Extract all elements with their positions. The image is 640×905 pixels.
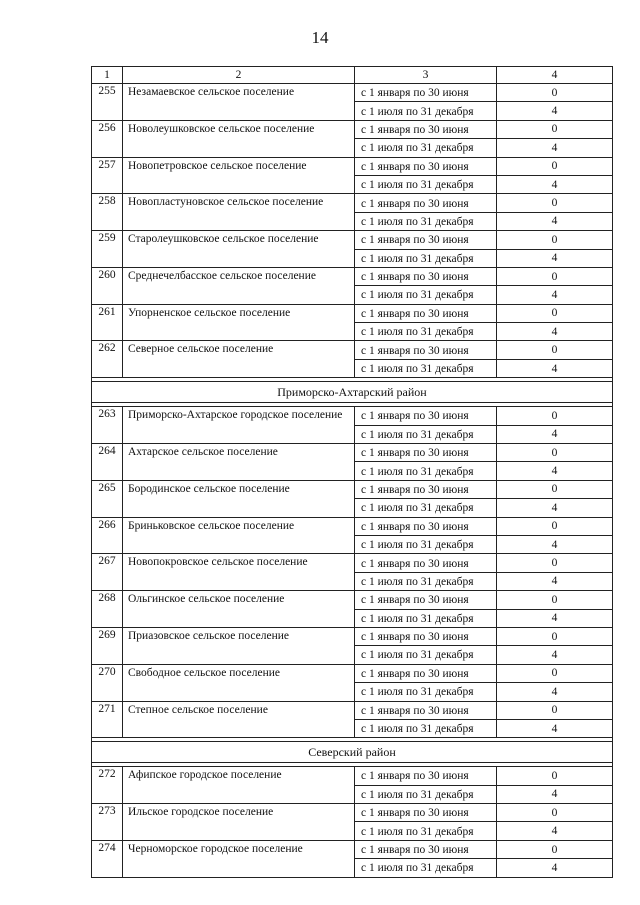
settlement-name: Новолеушковское сельское поселение <box>123 120 355 157</box>
page-number: 14 <box>311 28 329 47</box>
period-cell: с 1 июля по 31 декабря <box>355 719 497 737</box>
period-cell: с 1 января по 30 июня <box>355 701 497 719</box>
period-cell: с 1 января по 30 июня <box>355 341 497 359</box>
column-header: 1 <box>92 67 123 84</box>
period-cell: с 1 января по 30 июня <box>355 120 497 138</box>
period-cell: с 1 июля по 31 декабря <box>355 102 497 120</box>
row-number: 257 <box>92 157 123 194</box>
settlement-name: Ильское городское поселение <box>123 804 355 841</box>
value-cell: 0 <box>497 840 613 858</box>
column-header: 2 <box>123 67 355 84</box>
settlement-name: Ольгинское сельское поселение <box>123 591 355 628</box>
table-row <box>92 407 613 425</box>
value-cell: 4 <box>497 102 613 120</box>
settlement-name: Новопокровское сельское поселение <box>123 554 355 591</box>
table-row <box>92 480 613 498</box>
value-cell: 4 <box>497 535 613 553</box>
value-cell: 0 <box>497 664 613 682</box>
value-cell: 4 <box>497 175 613 193</box>
period-cell: с 1 января по 30 июня <box>355 840 497 858</box>
table-row <box>92 554 613 572</box>
row-number: 273 <box>92 804 123 841</box>
table-row <box>92 664 613 682</box>
region-name: Северский район <box>92 742 613 763</box>
value-cell: 0 <box>497 480 613 498</box>
row-number: 267 <box>92 554 123 591</box>
row-number: 269 <box>92 627 123 664</box>
row-number: 260 <box>92 267 123 304</box>
value-cell: 0 <box>497 517 613 535</box>
period-cell: с 1 июля по 31 декабря <box>355 572 497 590</box>
settlement-name: Приморско-Ахтарское городское поселение <box>123 407 355 444</box>
row-number: 258 <box>92 194 123 231</box>
period-cell: с 1 января по 30 июня <box>355 517 497 535</box>
table-row <box>92 517 613 535</box>
value-cell: 4 <box>497 425 613 443</box>
table-row <box>92 840 613 858</box>
region-row <box>92 382 613 403</box>
period-cell: с 1 января по 30 июня <box>355 304 497 322</box>
value-cell: 4 <box>497 462 613 480</box>
value-cell: 0 <box>497 120 613 138</box>
period-cell: с 1 января по 30 июня <box>355 157 497 175</box>
settlement-name: Бородинское сельское поселение <box>123 480 355 517</box>
period-cell: с 1 января по 30 июня <box>355 480 497 498</box>
value-cell: 0 <box>497 304 613 322</box>
row-number: 255 <box>92 84 123 121</box>
table-row <box>92 701 613 719</box>
value-cell: 4 <box>497 822 613 840</box>
period-cell: с 1 июля по 31 декабря <box>355 139 497 157</box>
value-cell: 4 <box>497 785 613 803</box>
value-cell: 0 <box>497 701 613 719</box>
period-cell: с 1 января по 30 июня <box>355 591 497 609</box>
row-number: 262 <box>92 341 123 378</box>
period-cell: с 1 июля по 31 декабря <box>355 646 497 664</box>
table-row <box>92 591 613 609</box>
value-cell: 0 <box>497 554 613 572</box>
period-cell: с 1 июля по 31 декабря <box>355 212 497 230</box>
row-number: 263 <box>92 407 123 444</box>
value-cell: 0 <box>497 444 613 462</box>
table-row <box>92 120 613 138</box>
row-number: 264 <box>92 444 123 481</box>
settlement-name: Черноморское городское поселение <box>123 840 355 877</box>
settlement-name: Незамаевское сельское поселение <box>123 84 355 121</box>
row-number: 274 <box>92 840 123 877</box>
table-row <box>92 157 613 175</box>
table-row <box>92 267 613 285</box>
settlement-name: Приазовское сельское поселение <box>123 627 355 664</box>
settlement-name: Среднечелбасское сельское поселение <box>123 267 355 304</box>
row-number: 271 <box>92 701 123 738</box>
row-number: 265 <box>92 480 123 517</box>
row-number: 256 <box>92 120 123 157</box>
table-body <box>92 67 613 878</box>
table-row <box>92 804 613 822</box>
table-row <box>92 194 613 212</box>
table-row <box>92 444 613 462</box>
value-cell: 0 <box>497 267 613 285</box>
table-row <box>92 767 613 785</box>
row-number: 268 <box>92 591 123 628</box>
period-cell: с 1 июля по 31 декабря <box>355 535 497 553</box>
period-cell: с 1 июля по 31 декабря <box>355 785 497 803</box>
period-cell: с 1 января по 30 июня <box>355 267 497 285</box>
period-cell: с 1 января по 30 июня <box>355 444 497 462</box>
period-cell: с 1 января по 30 июня <box>355 194 497 212</box>
settlement-name: Афипское городское поселение <box>123 767 355 804</box>
period-cell: с 1 июля по 31 декабря <box>355 323 497 341</box>
table-row <box>92 231 613 249</box>
period-cell: с 1 июля по 31 декабря <box>355 683 497 701</box>
value-cell: 0 <box>497 231 613 249</box>
table-row <box>92 84 613 102</box>
value-cell: 0 <box>497 627 613 645</box>
settlement-name: Северное сельское поселение <box>123 341 355 378</box>
row-number: 266 <box>92 517 123 554</box>
value-cell: 0 <box>497 407 613 425</box>
period-cell: с 1 июля по 31 декабря <box>355 859 497 877</box>
column-header: 4 <box>497 67 613 84</box>
period-cell: с 1 января по 30 июня <box>355 407 497 425</box>
value-cell: 4 <box>497 323 613 341</box>
period-cell: с 1 января по 30 июня <box>355 84 497 102</box>
value-cell: 0 <box>497 157 613 175</box>
period-cell: с 1 июля по 31 декабря <box>355 425 497 443</box>
value-cell: 0 <box>497 341 613 359</box>
table-row <box>92 304 613 322</box>
settlement-name: Свободное сельское поселение <box>123 664 355 701</box>
value-cell: 0 <box>497 591 613 609</box>
value-cell: 4 <box>497 859 613 877</box>
value-cell: 4 <box>497 499 613 517</box>
column-header: 3 <box>355 67 497 84</box>
value-cell: 4 <box>497 286 613 304</box>
value-cell: 4 <box>497 683 613 701</box>
settlement-name: Бриньковское сельское поселение <box>123 517 355 554</box>
row-number: 259 <box>92 231 123 268</box>
table-row <box>92 627 613 645</box>
region-row <box>92 742 613 763</box>
settlement-name: Степное сельское поселение <box>123 701 355 738</box>
value-cell: 0 <box>497 84 613 102</box>
value-cell: 0 <box>497 804 613 822</box>
data-table <box>91 66 613 878</box>
value-cell: 4 <box>497 572 613 590</box>
period-cell: с 1 января по 30 июня <box>355 231 497 249</box>
period-cell: с 1 января по 30 июня <box>355 554 497 572</box>
value-cell: 0 <box>497 767 613 785</box>
period-cell: с 1 июля по 31 декабря <box>355 286 497 304</box>
period-cell: с 1 июля по 31 декабря <box>355 249 497 267</box>
row-number: 261 <box>92 304 123 341</box>
period-cell: с 1 июля по 31 декабря <box>355 822 497 840</box>
settlement-name: Новопластуновское сельское поселение <box>123 194 355 231</box>
value-cell: 4 <box>497 719 613 737</box>
value-cell: 4 <box>497 609 613 627</box>
period-cell: с 1 июля по 31 декабря <box>355 462 497 480</box>
settlement-name: Ахтарское сельское поселение <box>123 444 355 481</box>
value-cell: 4 <box>497 359 613 377</box>
table-row <box>92 341 613 359</box>
value-cell: 4 <box>497 646 613 664</box>
value-cell: 0 <box>497 194 613 212</box>
value-cell: 4 <box>497 139 613 157</box>
value-cell: 4 <box>497 212 613 230</box>
row-number: 270 <box>92 664 123 701</box>
settlement-name: Новопетровское сельское поселение <box>123 157 355 194</box>
table-header-row <box>92 67 613 84</box>
settlement-name: Упорненское сельское поселение <box>123 304 355 341</box>
row-number: 272 <box>92 767 123 804</box>
period-cell: с 1 января по 30 июня <box>355 767 497 785</box>
region-name: Приморско-Ахтарский район <box>92 382 613 403</box>
settlement-name: Старолеушковское сельское поселение <box>123 231 355 268</box>
value-cell: 4 <box>497 249 613 267</box>
period-cell: с 1 января по 30 июня <box>355 804 497 822</box>
period-cell: с 1 января по 30 июня <box>355 627 497 645</box>
period-cell: с 1 июля по 31 декабря <box>355 499 497 517</box>
period-cell: с 1 июля по 31 декабря <box>355 359 497 377</box>
period-cell: с 1 января по 30 июня <box>355 664 497 682</box>
period-cell: с 1 июля по 31 декабря <box>355 175 497 193</box>
period-cell: с 1 июля по 31 декабря <box>355 609 497 627</box>
